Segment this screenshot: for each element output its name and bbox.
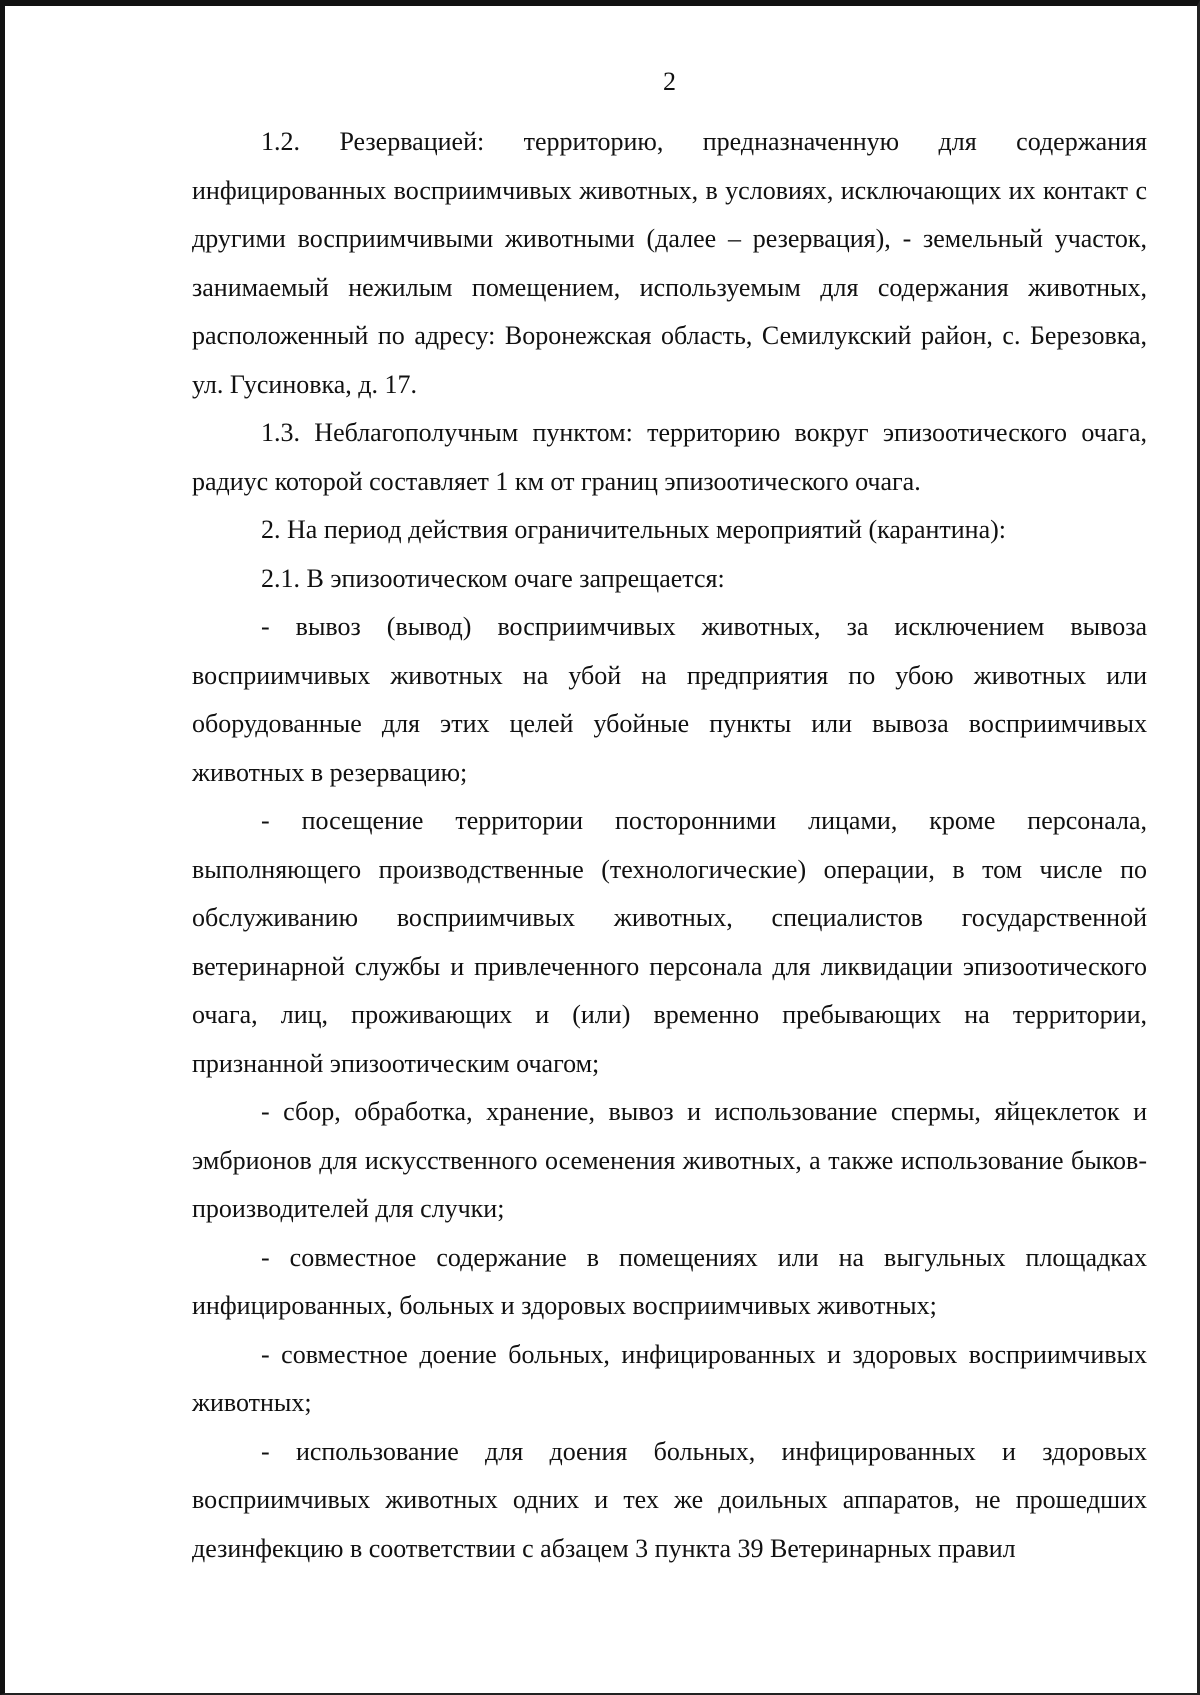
paragraph-reservation-definition: 1.2. Резервацией: территорию, предназначенную для содержания инфицированных восприимчивых животных, в условиях, исключающих их контакт с другими восприимчивыми животными (далее – резервация), - земельный участок, занимаемый нежилым помещением, используемым для содержания животных, расположенный по адресу: Воронежская область, Семилукский район, с. Березовка, ул. Гусиновка, д. 17. [192,127,1147,399]
paragraph-quarantine-period: 2. На период действия ограничительных мероприятий (карантина): [261,515,1007,544]
list-item-semen-embryos: - сбор, обработка, хранение, вывоз и использование спермы, яйцеклеток и эмбрионов для искусственного осеменения животных, а также использование быков-производителей для случки; [192,1097,1147,1223]
list-item-territory-visits: - посещение территории посторонними лицами, кроме персонала, выполняющего производственные (технологические) операции, в том числе по обслуживанию восприимчивых животных, специалистов государственной ветеринарной службы и привлеченного персонала для ликвидации эпизоотического очага, лиц, проживающих и (или) временно пребывающих на территории, признанной эпизоотическим очагом; [192,806,1147,1078]
document-page [192,58,1147,1573]
page-number: 2 [663,67,676,96]
paragraph-unfavorable-point-definition: 1.3. Неблагополучным пунктом: территорию вокруг эпизоотического очага, радиус которой составляет 1 км от границ эпизоотического очага. [192,418,1147,496]
list-item-joint-keeping: - совместное содержание в помещениях или на выгульных площадках инфицированных, больных и здоровых восприимчивых животных; [192,1242,1147,1320]
list-item-joint-milking: - совместное доение больных, инфицированных и здоровых восприимчивых животных; [192,1339,1147,1417]
list-item-animal-export: - вывоз (вывод) восприимчивых животных, за исключением вывоза восприимчивых животных на убой на предприятия по убою животных или оборудованные для этих целей убойные пункты или вывоза восприимчивых животных в резервацию; [192,612,1147,787]
list-item-milking-machines: - использование для доения больных, инфицированных и здоровых восприимчивых животных одних и тех же доильных аппаратов, не прошедших дезинфекцию в соответствии с абзацем 3 пункта 39 Ветеринарных правил [192,1436,1147,1563]
paragraph-focus-prohibitions: 2.1. В эпизоотическом очаге запрещается: [261,563,725,593]
